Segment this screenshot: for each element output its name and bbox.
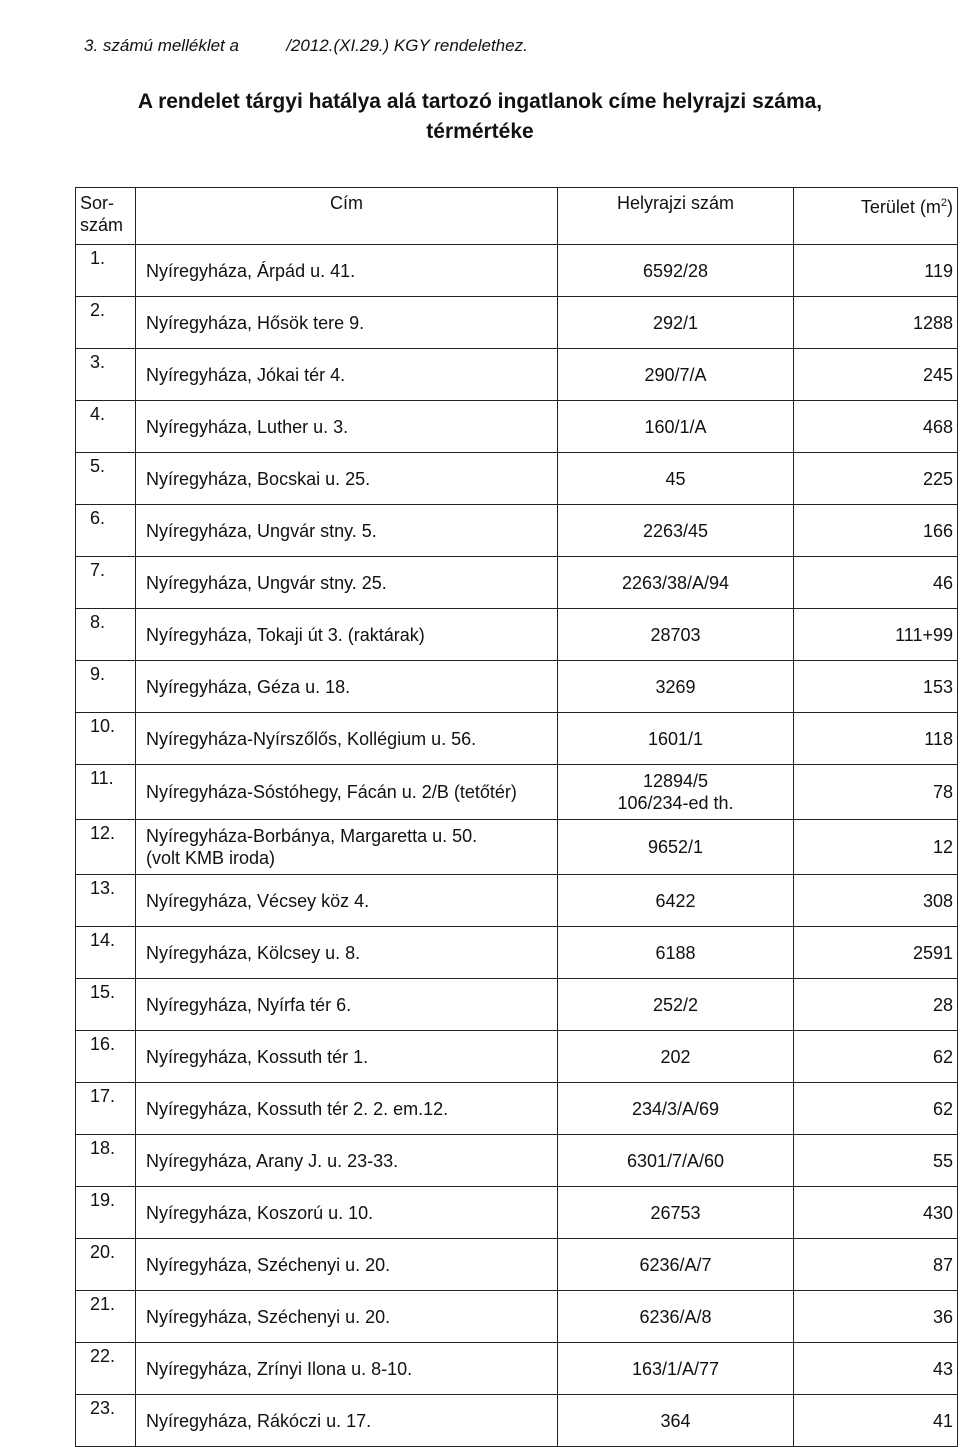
- address-line1: Nyíregyháza, Széchenyi u. 20.: [146, 1306, 391, 1327]
- address-line1: Nyíregyháza-Borbánya, Margaretta u. 50.: [146, 826, 478, 846]
- address-line1: Nyíregyháza, Bocskai u. 25.: [146, 468, 371, 489]
- table-row: [76, 1343, 958, 1395]
- table-row: [76, 609, 958, 661]
- row-number: 3.: [76, 349, 136, 401]
- lot-number-line1: 6236/A/7: [639, 1254, 712, 1275]
- row-area: 36: [794, 1291, 958, 1343]
- address-line1: Nyíregyháza, Koszorú u. 10.: [146, 1202, 374, 1223]
- table-row: [76, 875, 958, 927]
- lot-number-line1: 28703: [650, 624, 701, 645]
- row-area: 43: [794, 1343, 958, 1395]
- row-number: 4.: [76, 401, 136, 453]
- row-lot-number: [558, 557, 794, 609]
- row-area: 78: [794, 765, 958, 820]
- table-row: [76, 1031, 958, 1083]
- table-row: [76, 1187, 958, 1239]
- row-area: 46: [794, 557, 958, 609]
- table-row: [76, 765, 958, 820]
- address-line1: Nyíregyháza, Kossuth tér 1.: [146, 1046, 369, 1067]
- row-address: [136, 1291, 558, 1343]
- lot-number-line1: 6301/7/A/60: [626, 1150, 725, 1171]
- row-area: 166: [794, 505, 958, 557]
- table-row: [76, 505, 958, 557]
- lot-number-line1: 2263/38/A/94: [621, 572, 730, 593]
- lot-number-line1: 234/3/A/69: [631, 1098, 720, 1119]
- lot-number-line1: 6422: [655, 890, 696, 911]
- row-number: 13.: [76, 875, 136, 927]
- lot-number-line1: 26753: [650, 1202, 701, 1223]
- lot-number-line1: 12894/5: [642, 771, 709, 791]
- row-lot-number: [558, 1239, 794, 1291]
- row-lot-number: [558, 297, 794, 349]
- row-area: 430: [794, 1187, 958, 1239]
- lot-number-line1: 2263/45: [642, 520, 709, 541]
- lot-number-line1: 252/2: [652, 994, 699, 1015]
- annex-reference: [84, 36, 528, 56]
- annex-reference-part2: /2012.(XI.29.) KGY rendelethez.: [286, 36, 528, 55]
- row-lot-number: [558, 1135, 794, 1187]
- table-row: [76, 401, 958, 453]
- row-area: 62: [794, 1031, 958, 1083]
- table-row: [76, 1135, 958, 1187]
- row-area: 308: [794, 875, 958, 927]
- row-address: [136, 1083, 558, 1135]
- row-address: [136, 820, 558, 875]
- table-row: [76, 349, 958, 401]
- row-address: [136, 1239, 558, 1291]
- address-line1: Nyíregyháza, Géza u. 18.: [146, 676, 351, 697]
- row-number: 5.: [76, 453, 136, 505]
- lot-number-line2: 106/234-ed th.: [617, 793, 734, 813]
- row-lot-number: [558, 927, 794, 979]
- row-area: 119: [794, 245, 958, 297]
- row-address: [136, 297, 558, 349]
- row-area: 111+99: [794, 609, 958, 661]
- table-row: [76, 1291, 958, 1343]
- lot-number-line1: 6188: [655, 942, 696, 963]
- row-lot-number: [558, 713, 794, 765]
- row-area: 12: [794, 820, 958, 875]
- table-row: [76, 979, 958, 1031]
- row-lot-number: [558, 1291, 794, 1343]
- column-header-lot-number: Helyrajzi szám: [558, 188, 794, 245]
- row-number: 7.: [76, 557, 136, 609]
- lot-number-line1: 6592/28: [642, 260, 709, 281]
- row-area: 245: [794, 349, 958, 401]
- row-address: [136, 1395, 558, 1447]
- row-lot-number: [558, 1083, 794, 1135]
- column-header-no: Sor-szám: [76, 188, 136, 245]
- row-lot-number: [558, 1343, 794, 1395]
- property-table: [75, 187, 958, 1447]
- address-line1: Nyíregyháza, Jókai tér 4.: [146, 364, 346, 385]
- address-line1: Nyíregyháza, Ungvár stny. 5.: [146, 520, 377, 541]
- lot-number-line1: 364: [660, 1410, 691, 1431]
- row-area: 225: [794, 453, 958, 505]
- table-row: [76, 1395, 958, 1447]
- row-address: [136, 609, 558, 661]
- row-address: [136, 765, 558, 820]
- column-header-address: Cím: [136, 188, 558, 245]
- row-lot-number: [558, 765, 794, 820]
- lot-number-line1: 45: [665, 468, 686, 489]
- row-address: [136, 927, 558, 979]
- row-number: 11.: [76, 765, 136, 820]
- row-address: [136, 349, 558, 401]
- row-area: 62: [794, 1083, 958, 1135]
- address-line1: Nyíregyháza, Hősök tere 9.: [146, 312, 365, 333]
- row-address: [136, 245, 558, 297]
- row-number: 14.: [76, 927, 136, 979]
- table-header-row: [76, 188, 958, 245]
- area-header-prefix: Terület (m: [860, 197, 941, 217]
- row-number: 1.: [76, 245, 136, 297]
- row-number: 19.: [76, 1187, 136, 1239]
- row-area: 1288: [794, 297, 958, 349]
- address-line1: Nyíregyháza, Árpád u. 41.: [146, 260, 356, 281]
- area-header-sup: 2: [940, 197, 947, 209]
- table-row: [76, 661, 958, 713]
- lot-number-line1: 9652/1: [647, 837, 704, 857]
- row-address: [136, 453, 558, 505]
- address-line1: Nyíregyháza, Kossuth tér 2. 2. em.12.: [146, 1098, 449, 1119]
- lot-number-line1: 290/7/A: [644, 364, 707, 385]
- document-title-line2: térmértéke: [426, 120, 534, 143]
- table-row: [76, 1239, 958, 1291]
- row-lot-number: [558, 245, 794, 297]
- address-line1: Nyíregyháza-Sóstóhegy, Fácán u. 2/B (tetőtér): [146, 782, 517, 802]
- lot-number-line1: 292/1: [652, 312, 699, 333]
- table-row: [76, 820, 958, 875]
- table-row: [76, 557, 958, 609]
- row-lot-number: [558, 505, 794, 557]
- row-address: [136, 1031, 558, 1083]
- row-address: [136, 1343, 558, 1395]
- row-lot-number: [558, 1031, 794, 1083]
- row-number: 2.: [76, 297, 136, 349]
- row-area: 41: [794, 1395, 958, 1447]
- row-address: [136, 1135, 558, 1187]
- row-area: 153: [794, 661, 958, 713]
- row-lot-number: [558, 453, 794, 505]
- row-area: 55: [794, 1135, 958, 1187]
- table-row: [76, 453, 958, 505]
- row-lot-number: [558, 875, 794, 927]
- row-area: 468: [794, 401, 958, 453]
- table-body: [76, 245, 958, 1447]
- row-number: 10.: [76, 713, 136, 765]
- address-line1: Nyíregyháza, Luther u. 3.: [146, 416, 349, 437]
- address-line1: Nyíregyháza, Tokaji út 3. (raktárak): [146, 624, 425, 645]
- row-lot-number: [558, 1187, 794, 1239]
- row-number: 15.: [76, 979, 136, 1031]
- row-number: 16.: [76, 1031, 136, 1083]
- address-line1: Nyíregyháza, Zrínyi Ilona u. 8-10.: [146, 1358, 413, 1379]
- document-title-line1: A rendelet tárgyi hatálya alá tartozó ingatlanok címe helyrajzi száma,: [137, 90, 823, 113]
- row-address: [136, 1187, 558, 1239]
- lot-number-line1: 3269: [655, 676, 696, 697]
- row-lot-number: [558, 609, 794, 661]
- row-lot-number: [558, 820, 794, 875]
- address-line1: Nyíregyháza-Nyírszőlős, Kollégium u. 56.: [146, 728, 477, 749]
- row-number: 12.: [76, 820, 136, 875]
- row-address: [136, 875, 558, 927]
- row-address: [136, 713, 558, 765]
- row-number: 22.: [76, 1343, 136, 1395]
- row-number: 17.: [76, 1083, 136, 1135]
- lot-number-line1: 160/1/A: [644, 416, 707, 437]
- row-lot-number: [558, 1395, 794, 1447]
- annex-reference-part1: 3. számú melléklet a: [84, 36, 239, 55]
- row-number: 6.: [76, 505, 136, 557]
- table-row: [76, 713, 958, 765]
- table-row: [76, 927, 958, 979]
- row-number: 9.: [76, 661, 136, 713]
- lot-number-line1: 6236/A/8: [639, 1306, 712, 1327]
- address-line1: Nyíregyháza, Széchenyi u. 20.: [146, 1254, 391, 1275]
- address-line1: Nyíregyháza, Nyírfa tér 6.: [146, 994, 352, 1015]
- row-number: 23.: [76, 1395, 136, 1447]
- row-area: 28: [794, 979, 958, 1031]
- table-row: [76, 245, 958, 297]
- address-line1: Nyíregyháza, Rákóczi u. 17.: [146, 1410, 372, 1431]
- row-area: 87: [794, 1239, 958, 1291]
- row-number: 18.: [76, 1135, 136, 1187]
- lot-number-line1: 1601/1: [647, 728, 704, 749]
- row-area: 2591: [794, 927, 958, 979]
- row-lot-number: [558, 661, 794, 713]
- address-line1: Nyíregyháza, Kölcsey u. 8.: [146, 942, 361, 963]
- row-lot-number: [558, 349, 794, 401]
- row-number: 8.: [76, 609, 136, 661]
- area-header-suffix: ): [947, 197, 953, 217]
- row-number: 20.: [76, 1239, 136, 1291]
- lot-number-line1: 202: [660, 1046, 691, 1067]
- row-address: [136, 401, 558, 453]
- row-area: 118: [794, 713, 958, 765]
- address-line2: (volt KMB iroda): [146, 848, 276, 868]
- row-address: [136, 661, 558, 713]
- address-line1: Nyíregyháza, Ungvár stny. 25.: [146, 572, 387, 593]
- row-address: [136, 979, 558, 1031]
- address-line1: Nyíregyháza, Vécsey köz 4.: [146, 890, 370, 911]
- row-address: [136, 505, 558, 557]
- lot-number-line1: 163/1/A/77: [631, 1358, 720, 1379]
- row-lot-number: [558, 401, 794, 453]
- table-row: [76, 297, 958, 349]
- table-row: [76, 1083, 958, 1135]
- address-line1: Nyíregyháza, Arany J. u. 23-33.: [146, 1150, 399, 1171]
- row-lot-number: [558, 979, 794, 1031]
- row-address: [136, 557, 558, 609]
- row-number: 21.: [76, 1291, 136, 1343]
- column-header-area: [794, 188, 958, 245]
